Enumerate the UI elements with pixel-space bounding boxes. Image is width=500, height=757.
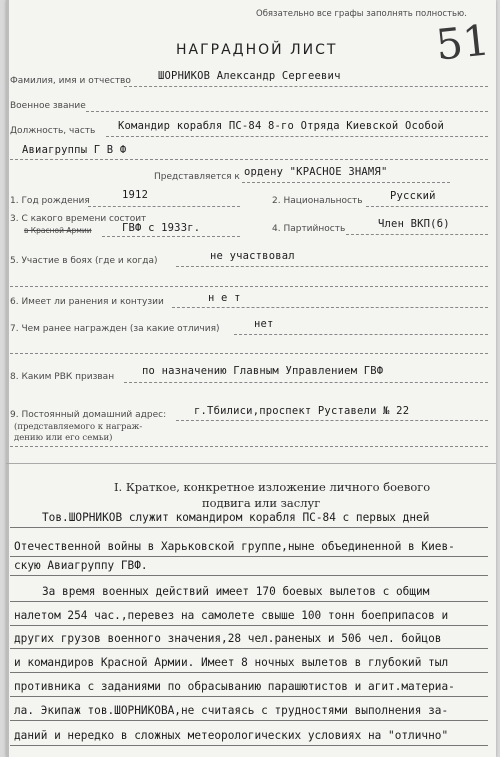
wounds-underline: [172, 307, 488, 308]
body-rule: [10, 601, 488, 602]
rvk-label: 8. Каким РВК призван: [10, 372, 115, 382]
address-underline-2: [10, 446, 488, 447]
body-rule: [10, 556, 488, 557]
nationality-value: Русский: [390, 190, 436, 202]
address-note-2: дению или его семьи): [14, 433, 113, 443]
battles-underline: [176, 266, 488, 267]
party-label: 4. Партийность: [272, 224, 346, 234]
address-underline: [176, 420, 488, 421]
fio-value: ШОРНИКОВ Александр Сергеевич: [158, 70, 341, 82]
since-label-2: в Красной Армии: [24, 226, 92, 235]
body-line: ла. Экипаж тов.ШОРНИКОВА,не считаясь с трудностями выполнения за-: [14, 704, 449, 717]
body-rule: [10, 625, 488, 626]
section-heading-2: подвига или заслуг: [202, 496, 321, 510]
body-line: даний и нередко в сложных метеорологических условиях на "отлично": [14, 729, 449, 742]
position-underline-2: [10, 159, 488, 160]
awards-value: нет: [254, 318, 274, 330]
party-value: Член ВКП(б): [378, 218, 450, 230]
awards-underline: [234, 334, 488, 335]
party-underline: [346, 234, 488, 235]
rvk-value: по назначению Главным Управлением ГВФ: [142, 365, 384, 377]
since-value: ГВФ с 1933г.: [122, 222, 201, 234]
birth-label: 1. Год рождения: [10, 196, 90, 206]
rvk-underline: [124, 382, 488, 383]
awards-underline-2: [10, 353, 488, 354]
address-note-1: (представляемого к награж-: [14, 422, 143, 432]
body-line: Тов.ШОРНИКОВ служит командиром корабля ПС-84 с первых дней: [42, 511, 430, 524]
body-line: Отечественной войны в Харьковской группе,ныне объединенной в Киев-: [14, 540, 455, 553]
nationality-label: 2. Национальность: [272, 196, 363, 206]
wounds-value: н е т: [208, 292, 241, 304]
body-line: скую Авиагруппу ГВФ.: [14, 559, 148, 572]
award-sheet-page: [6, 0, 496, 757]
body-line: и командиров Красной Армии. Имеет 8 ночных вылетов в глубокий тыл: [14, 656, 449, 669]
presented-value: ордену "КРАСНОЕ ЗНАМЯ": [244, 166, 388, 178]
wounds-label: 6. Имеет ли ранения и контузии: [10, 297, 164, 307]
body-line: За время военных действий имеет 170 боевых вылетов с общим: [42, 585, 430, 598]
handwritten-number: 51: [433, 15, 492, 70]
body-rule: [10, 672, 488, 673]
rank-label: Военное звание: [10, 101, 86, 111]
fio-underline: [124, 86, 488, 87]
presented-label: Представляется к: [154, 172, 240, 182]
body-rule: [10, 720, 488, 721]
body-rule: [10, 575, 488, 576]
body-rule: [10, 696, 488, 697]
header-note: Обязательно все графы заполнять полностью.: [256, 9, 467, 19]
nationality-underline: [366, 206, 488, 207]
body-rule: [10, 527, 488, 528]
address-label: 9. Постоянный домашний адрес:: [10, 410, 167, 420]
rank-underline: [86, 111, 488, 112]
position-label: Должность, часть: [10, 126, 96, 136]
battles-label: 5. Участие в боях (где и когда): [10, 256, 158, 266]
position-underline-1: [106, 136, 488, 137]
fio-label: Фамилия, имя и отчество: [10, 76, 131, 86]
body-rule: [10, 648, 488, 649]
body-line: других грузов военного значения,28 чел.раненых и 506 чел. бойцов: [14, 632, 442, 645]
presented-underline: [242, 182, 450, 183]
since-underline: [102, 236, 240, 237]
body-line: налетом 254 час.,перевез на самолете свыше 100 тонн боеприпасов и: [14, 609, 449, 622]
position-value-2: Авиагруппы Г В Ф: [22, 144, 127, 156]
section-heading-1: I. Краткое, конкретное изложение личного боевого: [114, 480, 431, 494]
section-divider: [6, 463, 496, 464]
body-line: противника с заданиями по обрасыванию парашютистов и агит.материа-: [14, 680, 455, 693]
position-value-1: Командир корабля ПС-84 8-го Отряда Киевской Особой: [118, 120, 445, 132]
page-title: НАГРАДНОЙ ЛИСТ: [176, 42, 338, 58]
birth-value: 1912: [122, 189, 149, 201]
battles-underline-2: [10, 286, 488, 287]
battles-value: не участвовал: [210, 250, 295, 262]
since-label-1: 3. С какого времени состоит: [10, 214, 147, 224]
birth-underline: [88, 206, 240, 207]
address-value: г.Тбилиси,проспект Руставели № 22: [194, 405, 410, 417]
page-edge-shadow: [6, 0, 9, 757]
awards-label: 7. Чем ранее награжден (за какие отличия): [10, 324, 220, 334]
body-rule: [10, 745, 488, 746]
